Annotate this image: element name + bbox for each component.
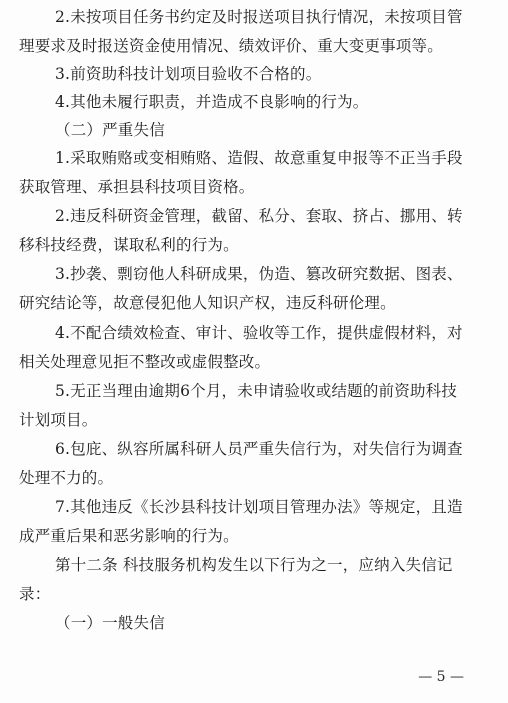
page-number: — 5 —: [418, 669, 464, 685]
text-line: 理要求及时报送资金使用情况、绩效评价、重大变更事项等。: [19, 37, 443, 55]
text-line: 6.包庇、纵容所属科研人员严重失信行为，对失信行为调查: [55, 440, 463, 458]
section-heading: （一）一般失信: [55, 614, 165, 632]
text-line: 2.未按项目任务书约定及时报送项目执行情况，未按项目管: [55, 8, 463, 26]
text-line: 计划项目。: [19, 411, 98, 429]
text-line: 相关处理意见拒不整改或虚假整改。: [19, 353, 271, 371]
text-line: 研究结论等，故意侵犯他人知识产权，违反科研伦理。: [19, 294, 396, 312]
text-line: 获取管理、承担县科技项目资格。: [19, 178, 255, 196]
section-heading: （二）严重失信: [55, 121, 165, 139]
text-line: 4.不配合绩效检查、审计、验收等工作，提供虚假材料，对: [55, 324, 463, 342]
article-line: 第十二条 科技服务机构发生以下行为之一，应纳入失信记: [55, 556, 453, 574]
text-line: 成严重后果和恶劣影响的行为。: [19, 527, 239, 545]
text-line: 3.前资助科技计划项目验收不合格的。: [55, 65, 322, 83]
text-line: 3.抄袭、剽窃他人科研成果，伪造、篡改研究数据、图表、: [55, 265, 463, 283]
text-line: 1.采取贿赂或变相贿赂、造假、故意重复申报等不正当手段: [55, 149, 463, 167]
text-line: 4.其他未履行职责，并造成不良影响的行为。: [55, 93, 369, 111]
text-line: 录：: [19, 585, 51, 603]
text-line: 2.违反科研资金管理，截留、私分、套取、挤占、挪用、转: [55, 207, 463, 225]
text-line: 移科技经费，谋取私利的行为。: [19, 236, 239, 254]
text-line: 处理不力的。: [19, 469, 114, 487]
text-line: 7.其他违反《长沙县科技计划项目管理办法》等规定，且造: [55, 498, 463, 516]
text-line: 5.无正当理由逾期6个月，未申请验收或结题的前资助科技: [55, 382, 458, 400]
